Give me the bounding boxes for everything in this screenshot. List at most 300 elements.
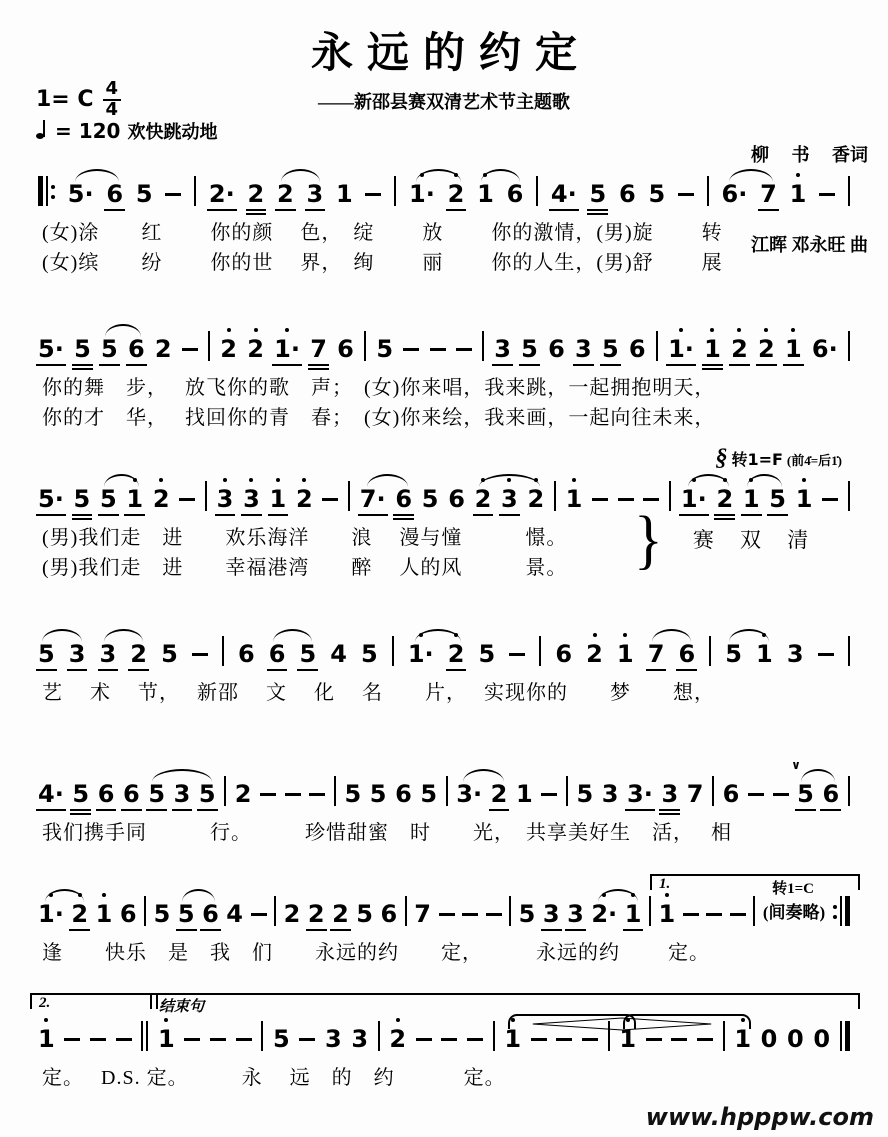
duration-dash <box>309 793 325 806</box>
duration-dash <box>322 498 338 511</box>
note-token: 3 <box>786 640 804 668</box>
barline <box>144 896 146 926</box>
note-token: 2 <box>283 900 301 928</box>
duration-dash <box>179 498 195 511</box>
note-token: 5 <box>299 642 316 666</box>
slur-arc <box>623 1014 751 1029</box>
octave-dot <box>710 328 714 332</box>
barline <box>848 776 850 806</box>
octave-dot <box>534 478 538 482</box>
barline <box>261 1021 263 1051</box>
duration-dash <box>618 498 634 511</box>
duration-dash <box>706 913 722 926</box>
note-token: 3 <box>575 337 592 361</box>
note-token: 3 <box>307 182 324 206</box>
note-token: 2 <box>247 337 264 361</box>
barline <box>405 896 407 926</box>
duration-dash <box>439 913 455 926</box>
note-token: 2 <box>248 182 265 206</box>
barline <box>446 776 448 806</box>
score-line-4 <box>38 618 850 708</box>
note-token: 6 <box>106 182 123 206</box>
note-token: 2 <box>389 1027 406 1051</box>
note-token: 5· <box>38 487 64 511</box>
barline <box>539 636 541 666</box>
note-token: 6 <box>678 642 695 666</box>
note-token: 1 <box>158 1027 175 1051</box>
note-token: 1· <box>274 337 300 361</box>
octave-dot <box>302 478 306 482</box>
duration-dash <box>441 1038 457 1051</box>
note-token: 4 <box>330 640 347 668</box>
lyrics-block <box>38 373 850 433</box>
note-token: 5· <box>67 180 94 208</box>
duration-dash <box>236 1038 252 1051</box>
note-token: 2 <box>448 642 465 666</box>
duration-dash <box>403 348 419 361</box>
octave-dot <box>631 893 635 897</box>
note-token: 1· <box>668 337 694 361</box>
note-token: 4· <box>38 782 64 806</box>
barline <box>493 1021 495 1051</box>
note-token: 2 <box>716 487 733 511</box>
barline <box>274 896 276 926</box>
time-signature <box>103 80 122 120</box>
note-token: 1· <box>38 902 64 926</box>
note-token: 1 <box>38 1027 55 1051</box>
barline <box>723 1021 725 1051</box>
octave-dot <box>102 893 106 897</box>
note-token: 5 <box>518 900 536 928</box>
duration-dash <box>467 1038 483 1051</box>
song-title: 永远的约定 <box>310 31 591 77</box>
duration-dash <box>116 1038 132 1051</box>
lyric-line: (女)缤 纷 你的世 界， 绚 丽 你的人生，(男)舒 展 <box>42 252 723 274</box>
note-token: 6 <box>128 337 145 361</box>
duration-dash <box>592 498 608 511</box>
note-token: 7 <box>760 182 777 206</box>
note-token: 6 <box>618 180 636 208</box>
note-token: 0 <box>760 1025 778 1053</box>
lyrics-block <box>38 678 850 708</box>
lyric-line: 你的才 华， 找回你的青 春； (女)你来绘，我来画，一起向往未来， <box>42 407 716 429</box>
tempo-mood: 欢快跳动地 <box>127 122 218 143</box>
duration-dash <box>678 193 694 206</box>
note-token: 1· <box>408 642 434 666</box>
score-line-7 <box>38 995 850 1093</box>
barline <box>649 896 651 926</box>
lyric-line: 定。 D.S. 定。 永 远 的 约 定。 <box>42 1067 506 1089</box>
barline <box>208 331 210 361</box>
lyrics-block <box>38 1063 850 1093</box>
note-token: 6· <box>721 180 748 208</box>
note-token: 6 <box>119 900 137 928</box>
notation-row <box>38 995 850 1063</box>
octave-dot <box>796 173 800 177</box>
note-token: 3 <box>351 1025 369 1053</box>
barline <box>608 1021 610 1051</box>
octave-dot <box>44 1018 48 1022</box>
note-token: 5 <box>361 640 378 668</box>
duration-dash <box>671 1038 687 1051</box>
octave-dot <box>254 328 258 332</box>
note-token: 4· <box>551 182 577 206</box>
duration-dash <box>509 653 525 666</box>
duration-dash <box>819 193 835 206</box>
double-barline <box>141 1021 148 1051</box>
duration-dash <box>184 1038 200 1051</box>
lyrics-block <box>38 938 850 968</box>
score-line-1 <box>38 158 850 278</box>
note-token: 4 <box>226 900 243 928</box>
octave-dot <box>602 893 606 897</box>
octave-dot <box>665 893 669 897</box>
note-token: 6 <box>269 642 286 666</box>
barline <box>848 331 850 361</box>
note-token: 3 <box>243 487 260 511</box>
brace-text: 赛 双 清 <box>692 528 809 552</box>
key-label: 1= C <box>36 87 94 113</box>
note-token: 2 <box>130 642 147 666</box>
duration-dash <box>430 348 446 361</box>
composer-credit: 江晖 邓永旺 曲 <box>751 235 868 255</box>
note-token: 1 <box>785 337 802 361</box>
note-token: 6 <box>822 782 839 806</box>
note-token: 5 <box>648 180 666 208</box>
octave-dot <box>396 1018 400 1022</box>
note-token: 5 <box>576 780 594 808</box>
note-token: 1 <box>625 902 642 926</box>
barline <box>848 636 850 666</box>
note-token: 2 <box>448 182 465 206</box>
barline <box>848 176 850 206</box>
notation-row <box>38 313 850 373</box>
note-token: 5 <box>272 1025 290 1053</box>
duration-dash <box>299 1038 315 1051</box>
notation-row <box>38 158 850 218</box>
note-token: 1 <box>566 487 583 511</box>
note-token: 2 <box>308 902 325 926</box>
tempo-value: = 120 <box>55 119 121 143</box>
key-change-label: 转1=C <box>772 881 814 897</box>
octave-dot <box>791 328 795 332</box>
key-signature <box>36 80 121 120</box>
slur-arc <box>508 1014 636 1029</box>
duration-dash <box>416 1038 432 1051</box>
note-token: 5 <box>38 642 55 666</box>
note-token: 6 <box>555 640 573 668</box>
note-token: 2 <box>758 337 775 361</box>
note-token: 2 <box>586 642 603 666</box>
modulation-label: 转1=F <box>731 450 783 469</box>
note-token: 3· <box>456 780 483 808</box>
lyric-line: 艺 术 节， 新邵 文 化 名 片， 实现你的 梦 想， <box>42 682 715 704</box>
note-token: 7 <box>648 642 665 666</box>
note-token: 3 <box>69 642 86 666</box>
barline <box>222 636 224 666</box>
note-token: 3 <box>217 487 234 511</box>
barline <box>378 1021 380 1051</box>
barline <box>509 896 511 926</box>
note-token: 3 <box>494 337 511 361</box>
note-token: 5 <box>74 337 91 361</box>
barline <box>848 481 850 511</box>
brace-group <box>634 502 809 576</box>
duration-dash <box>748 793 764 806</box>
note-token: 1 <box>796 487 813 511</box>
note-token: 6 <box>722 780 740 808</box>
barline <box>394 176 396 206</box>
note-token: 5 <box>356 900 373 928</box>
final-barline <box>840 1021 850 1051</box>
barline <box>482 331 484 361</box>
barline <box>348 481 350 511</box>
note-token: 1 <box>477 182 494 206</box>
barline <box>707 176 709 206</box>
note-token: 6 <box>448 485 465 513</box>
octave-dot <box>507 478 511 482</box>
lyrics-block <box>38 818 850 848</box>
note-token: 1· <box>681 487 707 511</box>
note-token: 3 <box>174 782 191 806</box>
octave-dot <box>133 478 137 482</box>
watermark: www.hpppw.com <box>645 1103 874 1131</box>
note-token: 5 <box>602 337 619 361</box>
octave-dot <box>454 173 458 177</box>
duration-dash <box>165 193 181 206</box>
note-token: 5 ∨ <box>797 782 814 806</box>
note-token: 1 <box>619 1027 636 1051</box>
duration-dash <box>541 793 557 806</box>
octave-dot <box>762 633 766 637</box>
octave-dot <box>511 1018 515 1022</box>
note-token: 1 <box>756 642 773 666</box>
note-token: 5 <box>478 640 496 668</box>
note-token: 5 <box>178 902 195 926</box>
score-line-2 <box>38 313 850 433</box>
barline <box>566 776 568 806</box>
duration-dash <box>64 1038 80 1051</box>
octave-dot <box>78 893 82 897</box>
duration-dash <box>818 653 834 666</box>
barline <box>536 176 538 206</box>
score-line-5 <box>38 758 850 848</box>
note-token: 2 <box>731 337 748 361</box>
note-token: 2 <box>527 487 544 511</box>
barline <box>709 636 711 666</box>
note-token: 3 <box>324 1025 342 1053</box>
duration-dash <box>730 913 746 926</box>
duration-dash <box>683 913 699 926</box>
note-token: 0 <box>787 1025 804 1053</box>
barline <box>753 896 755 926</box>
duration-dash <box>192 653 208 666</box>
lyric-line: 我们携手同 行。 珍惜甜蜜 时 光， 共享美好生 活， 相 <box>42 822 732 844</box>
lyric-line: 你的舞 步， 放飞你的歌 声； (女)你来唱，我来跳，一起拥抱明天， <box>42 377 716 399</box>
breath-mark: ∨ <box>791 758 801 772</box>
note-token: 1 <box>790 182 807 206</box>
octave-dot <box>623 633 627 637</box>
duration-dash <box>646 1038 662 1051</box>
note-token: 5 <box>369 780 387 808</box>
octave-dot <box>692 478 696 482</box>
duration-dash <box>456 348 472 361</box>
note-token: 2 <box>71 902 88 926</box>
duration-dash <box>462 913 478 926</box>
note-token: 6 <box>123 782 140 806</box>
note-token: 6 <box>98 782 115 806</box>
octave-dot <box>737 328 741 332</box>
segno-icon: § <box>715 445 728 471</box>
note-token: 2 <box>220 337 237 361</box>
note-token: 5 <box>74 487 91 511</box>
octave-dot <box>741 1018 745 1022</box>
octave-dot <box>626 1018 630 1022</box>
note-token: 7 <box>310 337 327 361</box>
note-token: 1 <box>126 487 143 511</box>
octave-dot <box>572 478 576 482</box>
octave-dot <box>802 478 806 482</box>
note-token: 5 <box>148 782 165 806</box>
octave-dot <box>454 633 458 637</box>
octave-dot <box>276 478 280 482</box>
note-token: 6 <box>202 902 219 926</box>
inline-note-text: (间奏略) <box>762 903 826 922</box>
note-token: 5 <box>421 485 439 513</box>
note-token: 2 <box>296 487 313 511</box>
duration-dash <box>182 348 198 361</box>
note-token: 1 <box>704 337 721 361</box>
octave-dot <box>764 328 768 332</box>
duration-dash <box>582 1038 598 1051</box>
note-token: 2 <box>234 780 252 808</box>
song-subtitle: ——新邵县赛双清艺术节主题歌 <box>318 92 570 112</box>
meter-denominator: 4 <box>105 98 119 120</box>
note-token: 5 <box>376 335 394 363</box>
note-token: 1 <box>743 487 760 511</box>
barline <box>205 481 207 511</box>
note-token: 5 <box>199 782 216 806</box>
notation-row <box>38 758 850 818</box>
note-token: 1 <box>96 902 113 926</box>
notation-row <box>38 878 850 938</box>
duration-dash <box>556 1038 572 1051</box>
duration-dash <box>285 793 301 806</box>
duration-dash <box>251 913 267 926</box>
octave-dot <box>483 173 487 177</box>
note-token: 6· <box>811 335 838 363</box>
note-token: 3 <box>567 902 584 926</box>
volta-bracket <box>30 993 158 1009</box>
note-token: 6 <box>506 180 524 208</box>
barline <box>669 481 671 511</box>
octave-dot <box>227 328 231 332</box>
brace-icon: } <box>634 502 663 576</box>
volta-bracket <box>650 874 860 897</box>
barline <box>194 176 196 206</box>
barline <box>712 776 714 806</box>
barline <box>224 776 226 806</box>
note-token: 5 <box>101 337 118 361</box>
duration-dash <box>822 498 838 511</box>
note-token: 3 <box>601 780 619 808</box>
octave-dot <box>481 478 485 482</box>
note-token: 6 <box>548 335 565 363</box>
barline <box>392 636 394 666</box>
octave-dot <box>249 478 253 482</box>
note-token: 5 <box>161 640 178 668</box>
note-token: 5 <box>589 182 606 206</box>
octave-dot <box>749 478 753 482</box>
tempo-marking <box>36 118 217 144</box>
lyric-line: (女)涂 红 你的颜 色， 绽 放 你的激情，(男)旋 转 <box>42 222 723 244</box>
meter-numerator: 4 <box>103 80 122 101</box>
note-token: 5 <box>153 900 171 928</box>
note-token: 3 <box>100 642 117 666</box>
note-token: 7 <box>686 780 704 808</box>
duration-dash <box>773 793 789 806</box>
note-token: 1 <box>270 487 287 511</box>
note-token: 1 <box>335 180 353 208</box>
octave-dot <box>723 478 727 482</box>
note-token: 5 <box>135 180 153 208</box>
note-token: 2· <box>209 182 235 206</box>
duration-dash <box>531 1038 547 1051</box>
modulation-hint: (前4̇=后1̇) <box>786 453 842 468</box>
note-token: 7 <box>414 900 431 928</box>
note-token: 5 <box>344 780 362 808</box>
note-token: 6 <box>237 640 255 668</box>
note-token: 6 <box>395 780 412 808</box>
duration-dash <box>90 1038 106 1051</box>
duration-dash <box>365 193 381 206</box>
note-token: 2 <box>154 335 172 363</box>
note-token: 5 <box>769 487 786 511</box>
duration-dash <box>697 1038 713 1051</box>
note-token: 1· <box>409 182 435 206</box>
note-token: 2· <box>591 902 617 926</box>
note-token: 3 <box>661 782 678 806</box>
duration-dash <box>486 913 502 926</box>
note-token: 3 <box>501 487 518 511</box>
octave-dot <box>285 328 289 332</box>
note-token: 2 <box>491 782 508 806</box>
note-token: 1 <box>734 1027 751 1051</box>
lyrics-block <box>38 218 850 278</box>
barline <box>364 331 366 361</box>
lyricist-credit: 柳 书 香词 <box>751 145 868 165</box>
duration-dash <box>260 793 276 806</box>
note-token: 6 <box>628 335 646 363</box>
volta-label: 结束句 <box>159 999 205 1015</box>
barline <box>656 331 658 361</box>
notation-row <box>38 618 850 678</box>
end-repeat-barline <box>833 896 850 926</box>
score-line-6 <box>38 878 850 968</box>
note-token: 6 <box>380 900 398 928</box>
volta-label: 1. <box>659 876 671 892</box>
octave-dot <box>164 1018 168 1022</box>
score-line-3 <box>38 445 850 583</box>
note-token: 2 <box>475 487 492 511</box>
octave-dot <box>593 633 597 637</box>
note-token: 2 <box>332 902 349 926</box>
barline <box>334 776 336 806</box>
note-token: 1 <box>617 642 634 666</box>
note-token: 5 <box>420 780 438 808</box>
quarter-note-icon <box>36 133 44 139</box>
octave-dot <box>223 478 227 482</box>
